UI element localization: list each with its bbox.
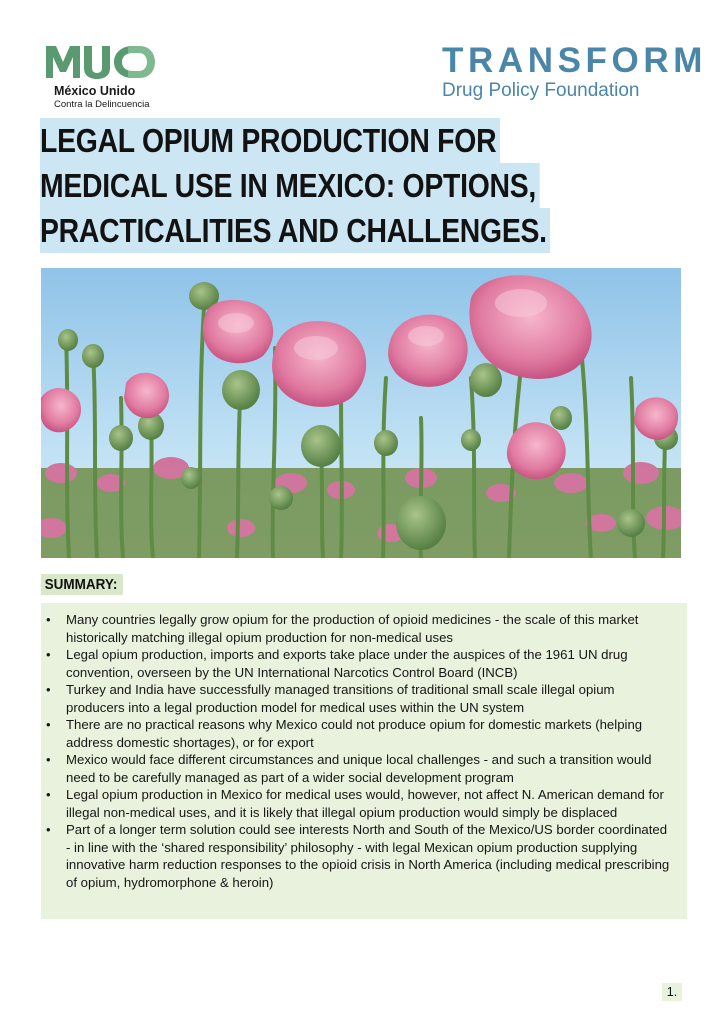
summary-item-text: Part of a longer term solution could see interests North and South of the Mexico/US border coordinated - in line with the ‘shared responsibility’ philosophy - with legal Mexican opium production supplying innovative harm reduction responses to the opioid crisis in North America (including medical prescribing of opium, hydromorphone & heroin) bbox=[66, 822, 670, 890]
title-line-1: LEGAL OPIUM PRODUCTION FOR bbox=[40, 118, 500, 163]
summary-box bbox=[41, 603, 687, 919]
summary-item bbox=[41, 611, 671, 646]
bullet-icon: • bbox=[46, 647, 51, 662]
bullet-icon: • bbox=[46, 822, 51, 837]
page-number: 1. bbox=[662, 983, 682, 1001]
summary-item-text: Legal opium production, imports and exports take place under the auspices of the 1961 UN drug convention, overseen by the UN International Narcotics Control Board (INCB) bbox=[66, 647, 628, 680]
transform-name: TRANSFORM bbox=[442, 41, 707, 80]
summary-item bbox=[41, 646, 671, 681]
mexico-unido-logo bbox=[44, 42, 164, 112]
summary-item bbox=[41, 751, 671, 786]
summary-list bbox=[41, 603, 687, 891]
title-line-3: PRACTICALITIES AND CHALLENGES. bbox=[40, 208, 550, 253]
summary-item-text: There are no practical reasons why Mexico could not produce opium for domestic markets (helping address domestic shortages), or for export bbox=[66, 717, 643, 750]
title-line-2: MEDICAL USE IN MEXICO: OPTIONS, bbox=[40, 163, 539, 208]
summary-item bbox=[41, 681, 671, 716]
summary-item bbox=[41, 786, 671, 821]
summary-item-text: Legal opium production in Mexico for medical uses would, however, not affect N. American demand for illegal non-medical uses, and it is likely that illegal opium production would simply be displaced bbox=[66, 787, 664, 820]
mucd-logo-mark bbox=[44, 42, 156, 82]
transform-tagline: Drug Policy Foundation bbox=[442, 80, 640, 101]
bullet-icon: • bbox=[46, 752, 51, 767]
summary-item-text: Turkey and India have successfully managed transitions of traditional small scale illegal opium producers into a legal production model for medical uses within the UN system bbox=[66, 682, 615, 715]
bullet-icon: • bbox=[46, 787, 51, 802]
bullet-icon: • bbox=[46, 682, 51, 697]
transform-logo bbox=[442, 41, 707, 102]
summary-item bbox=[41, 821, 671, 891]
summary-item bbox=[41, 716, 671, 751]
bullet-icon: • bbox=[46, 717, 51, 732]
poppy-field-photo bbox=[41, 268, 681, 558]
summary-item-text: Many countries legally grow opium for the production of opioid medicines - the scale of this market historically matching illegal opium production for non-medical uses bbox=[66, 612, 639, 645]
summary-heading: SUMMARY: bbox=[41, 574, 123, 595]
document-title bbox=[40, 118, 660, 253]
bullet-icon: • bbox=[46, 612, 51, 627]
mexico-unido-name: México Unido bbox=[54, 84, 136, 98]
summary-item-text: Mexico would face different circumstances and unique local challenges - and such a transition would need to be carefully managed as part of a wider social development program bbox=[66, 752, 652, 785]
poppy-field-illustration bbox=[41, 268, 681, 558]
mexico-unido-tagline: Contra la Delincuencia bbox=[54, 99, 150, 110]
